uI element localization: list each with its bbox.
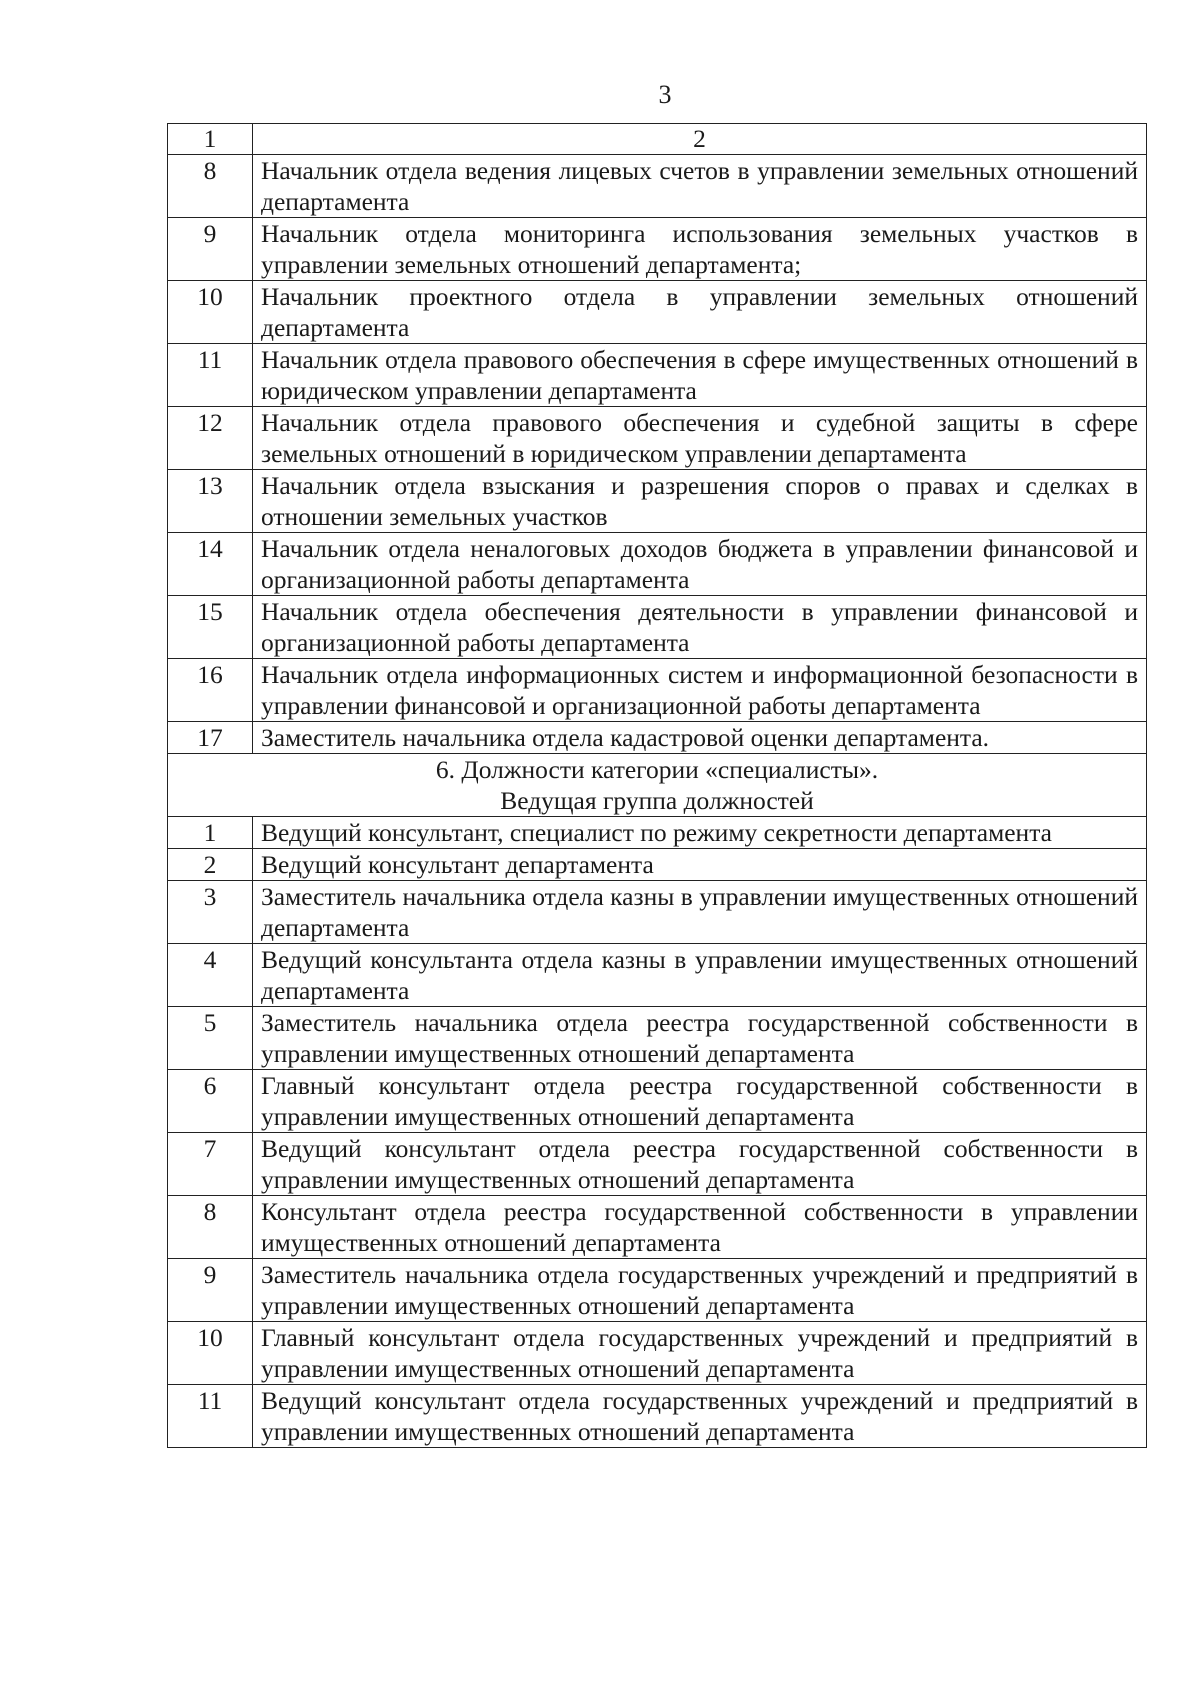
header-col-position: 2: [253, 124, 1147, 155]
row-position-title: Начальник отдела правового обеспечения в сфере имущественных отношений в юридическом управлении департамента: [253, 344, 1147, 407]
table-header-row: [168, 124, 1147, 155]
table-body: [168, 124, 1147, 1448]
row-position-title: Начальник отдела информационных систем и информационной безопасности в управлении финансовой и организационной работы департамента: [253, 659, 1147, 722]
table-row: [168, 470, 1147, 533]
table-row: [168, 722, 1147, 754]
row-number: 9: [168, 218, 253, 281]
table-row: [168, 1007, 1147, 1070]
table-row: [168, 533, 1147, 596]
row-position-title: Начальник отдела обеспечения деятельности в управлении финансовой и организационной работы департамента: [253, 596, 1147, 659]
row-position-title: Консультант отдела реестра государственной собственности в управлении имущественных отношений департамента: [253, 1196, 1147, 1259]
section-heading: [168, 754, 1147, 817]
table-row: [168, 596, 1147, 659]
row-number: 15: [168, 596, 253, 659]
row-position-title: Главный консультант отдела реестра государственной собственности в управлении имущественных отношений департамента: [253, 1070, 1147, 1133]
table-row: [168, 281, 1147, 344]
row-position-title: Начальник отдела правового обеспечения и судебной защиты в сфере земельных отношений в юридическом управлении департамента: [253, 407, 1147, 470]
table-row: [168, 817, 1147, 849]
row-number: 17: [168, 722, 253, 754]
row-position-title: Начальник проектного отдела в управлении земельных отношений департамента: [253, 281, 1147, 344]
header-col-number: 1: [168, 124, 253, 155]
row-number: 4: [168, 944, 253, 1007]
positions-table: [167, 123, 1147, 1448]
row-number: 2: [168, 849, 253, 881]
row-position-title: Ведущий консультант отдела государственных учреждений и предприятий в управлении имущественных отношений департамента: [253, 1385, 1147, 1448]
table-row: [168, 881, 1147, 944]
section-heading-row: [168, 754, 1147, 817]
table-row: [168, 849, 1147, 881]
row-number: 11: [168, 1385, 253, 1448]
row-position-title: Главный консультант отдела государственных учреждений и предприятий в управлении имущественных отношений департамента: [253, 1322, 1147, 1385]
table-row: [168, 155, 1147, 218]
row-position-title: Ведущий консультант отдела реестра государственной собственности в управлении имущественных отношений департамента: [253, 1133, 1147, 1196]
row-number: 12: [168, 407, 253, 470]
row-position-title: Ведущий консультант департамента: [253, 849, 1147, 881]
table-row: [168, 218, 1147, 281]
table-row: [168, 1385, 1147, 1448]
row-number: 3: [168, 881, 253, 944]
row-position-title: Начальник отдела взыскания и разрешения споров о правах и сделках в отношении земельных участков: [253, 470, 1147, 533]
row-number: 8: [168, 1196, 253, 1259]
table-row: [168, 1070, 1147, 1133]
row-position-title: Ведущий консультант, специалист по режиму секретности департамента: [253, 817, 1147, 849]
table-row: [168, 1196, 1147, 1259]
row-number: 9: [168, 1259, 253, 1322]
row-number: 10: [168, 1322, 253, 1385]
row-number: 1: [168, 817, 253, 849]
row-position-title: Ведущий консультанта отдела казны в управлении имущественных отношений департамента: [253, 944, 1147, 1007]
table-row: [168, 944, 1147, 1007]
row-position-title: Заместитель начальника отдела кадастровой оценки департамента.: [253, 722, 1147, 754]
section-title: 6. Должности категории «специалисты».: [435, 755, 879, 784]
row-number: 16: [168, 659, 253, 722]
table-row: [168, 1133, 1147, 1196]
row-position-title: Начальник отдела неналоговых доходов бюджета в управлении финансовой и организационной работы департамента: [253, 533, 1147, 596]
row-position-title: Заместитель начальника отдела государственных учреждений и предприятий в управлении имущественных отношений департамента: [253, 1259, 1147, 1322]
row-number: 11: [168, 344, 253, 407]
row-number: 6: [168, 1070, 253, 1133]
row-number: 13: [168, 470, 253, 533]
row-number: 14: [168, 533, 253, 596]
row-position-title: Заместитель начальника отдела реестра государственной собственности в управлении имущественных отношений департамента: [253, 1007, 1147, 1070]
row-number: 5: [168, 1007, 253, 1070]
row-number: 7: [168, 1133, 253, 1196]
table-row: [168, 407, 1147, 470]
table-row: [168, 659, 1147, 722]
table-row: [168, 344, 1147, 407]
table-row: [168, 1259, 1147, 1322]
row-number: 10: [168, 281, 253, 344]
row-number: 8: [168, 155, 253, 218]
table-row: [168, 1322, 1147, 1385]
row-position-title: Заместитель начальника отдела казны в управлении имущественных отношений департамента: [253, 881, 1147, 944]
page-number: 3: [658, 80, 672, 109]
section-subtitle: Ведущая группа должностей: [500, 786, 814, 815]
row-position-title: Начальник отдела мониторинга использования земельных участков в управлении земельных отношений департамента;: [253, 218, 1147, 281]
row-position-title: Начальник отдела ведения лицевых счетов в управлении земельных отношений департамента: [253, 155, 1147, 218]
